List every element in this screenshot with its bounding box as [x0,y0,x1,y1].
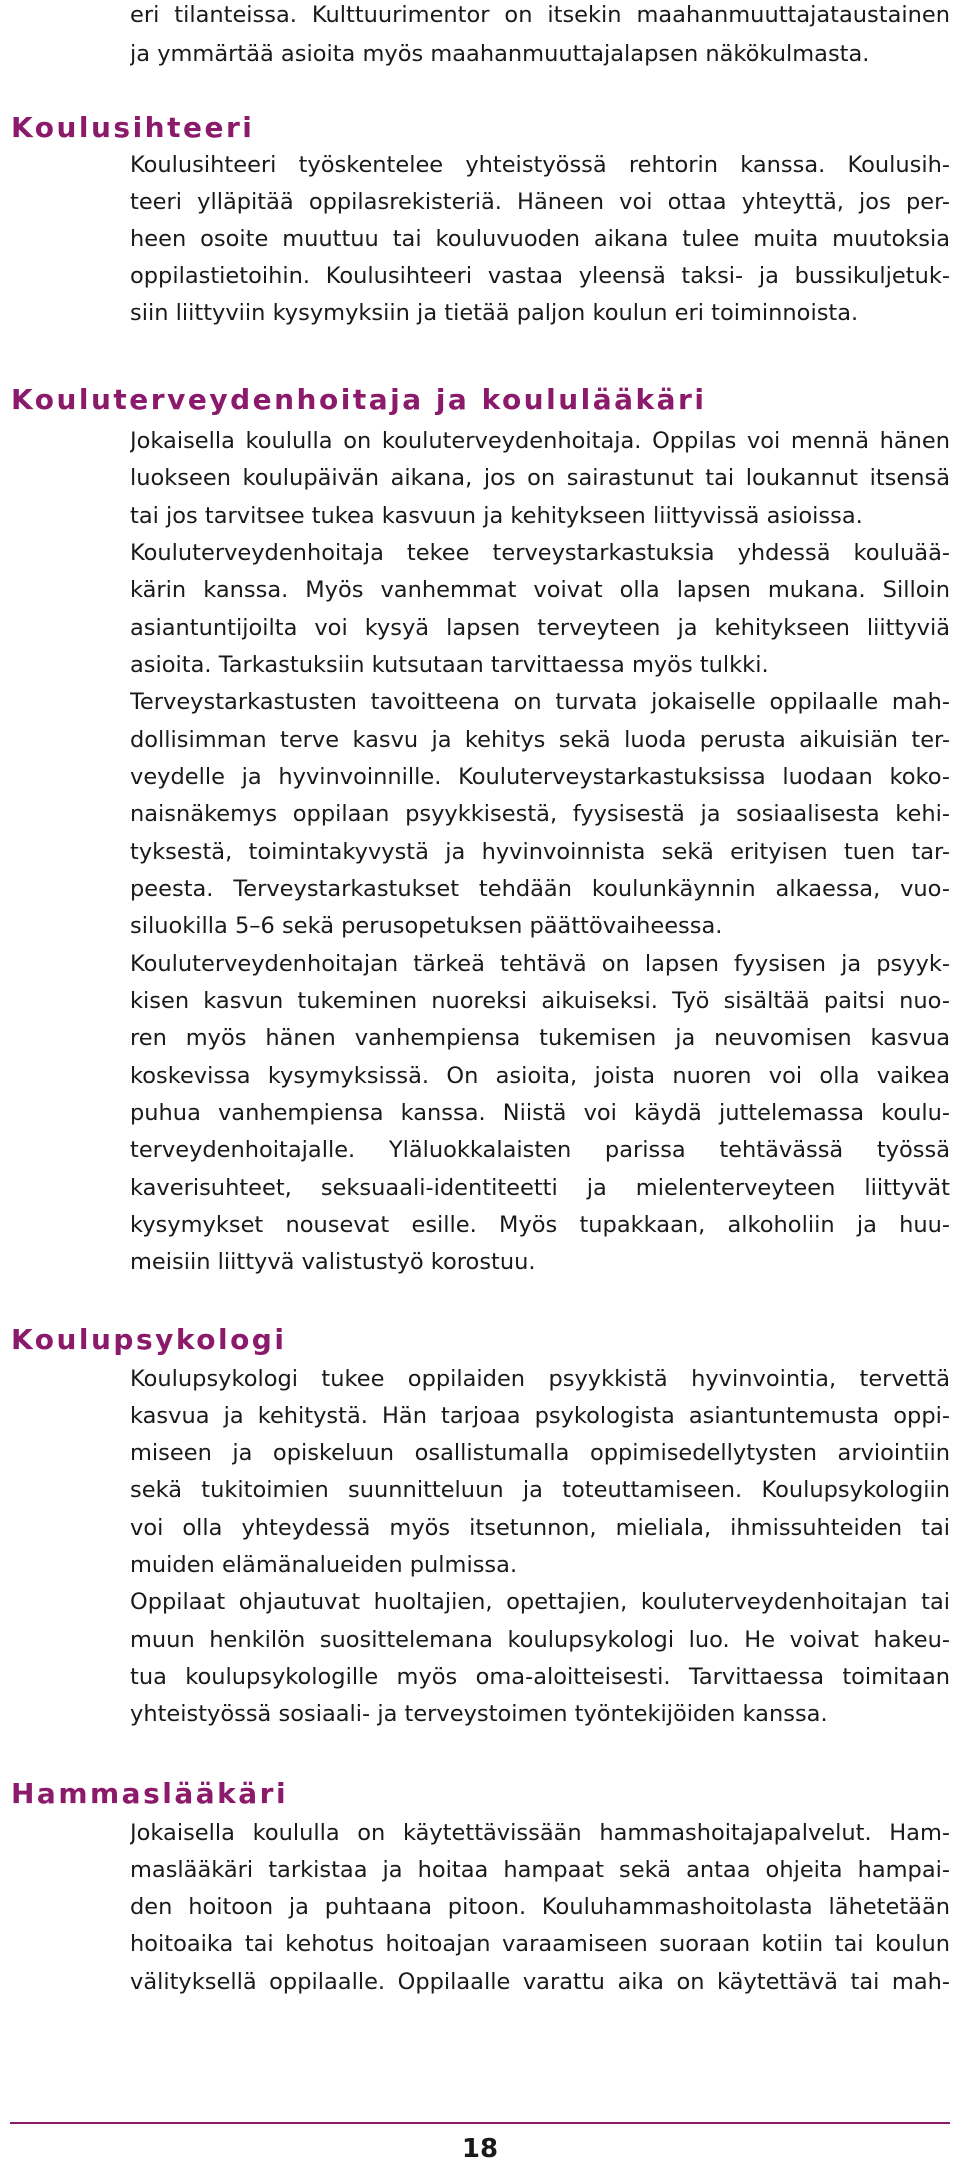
body-text-line: dollisimman terve kasvu ja kehitys sekä luoda perusta aikuisiän ter- [130,727,950,753]
body-text-line: voi olla yhteydessä myös itsetunnon, mieliala, ihmissuhteiden tai [130,1515,950,1541]
section-heading-kouluterveydenhoitaja: Kouluterveydenhoitaja ja koululääkäri [11,383,707,416]
body-text-line: asiantuntijoilta voi kysyä lapsen terveyteen ja kehitykseen liittyviä [130,615,950,641]
body-text-line: Jokaisella koululla on kouluterveydenhoitaja. Oppilas voi mennä hänen [130,428,950,454]
body-text-line: kysymykset nousevat esille. Myös tupakkaan, alkoholiin ja huu- [130,1212,950,1238]
body-text-line: Kouluterveydenhoitajan tärkeä tehtävä on lapsen fyysisen ja psyyk- [130,951,950,977]
body-text-line: koskevissa kysymyksissä. On asioita, joista nuoren voi olla vaikea [130,1063,950,1089]
footer-rule [10,2122,950,2124]
body-text-line: tyksestä, toimintakyvystä ja hyvinvoinnista sekä erityisen tuen tar- [130,839,950,865]
body-text-line: eri tilanteissa. Kulttuurimentor on itsekin maahanmuuttajataustainen [130,2,950,28]
page-number: 18 [461,2134,499,2164]
body-text-line: miseen ja opiskeluun osallistumalla oppimisedellytysten arviointiin [130,1440,950,1466]
body-text-line: sekä tukitoimien suunnitteluun ja toteuttamiseen. Koulupsykologiin [130,1477,950,1503]
body-text-line: maslääkäri tarkistaa ja hoitaa hampaat sekä antaa ohjeita hampai- [130,1857,950,1883]
body-text-line: yhteistyössä sosiaali- ja terveystoimen työntekijöiden kanssa. [130,1701,828,1727]
body-text-line: Terveystarkastusten tavoitteena on turvata jokaiselle oppilaalle mah- [130,689,950,715]
body-text-line: puhua vanhempiensa kanssa. Niistä voi käydä juttelemassa koulu- [130,1100,950,1126]
body-text-line: ren myös hänen vanhempiensa tukemisen ja neuvomisen kasvua [130,1025,950,1051]
body-text-line: meisiin liittyvä valistustyö korostuu. [130,1249,536,1275]
body-text-line: heen osoite muuttuu tai kouluvuoden aikana tulee muita muutoksia [130,226,950,252]
body-text-line: kaverisuhteet, seksuaali-identiteetti ja mielenterveyteen liittyvät [130,1175,950,1201]
section-heading-hammaslaakari: Hammaslääkäri [11,1777,289,1810]
body-text-line: kasvua ja kehitystä. Hän tarjoaa psykologista asiantuntemusta oppi- [130,1403,950,1429]
body-text-line: veydelle ja hyvinvoinnille. Kouluterveystarkastuksissa luodaan koko- [130,764,950,790]
body-text-line: Jokaisella koululla on käytettävissään hammashoitajapalvelut. Ham- [130,1820,950,1846]
body-text-line: oppilastietoihin. Koulusihteeri vastaa yleensä taksi- ja bussikuljetuk- [130,263,950,289]
body-text-line: Koulusihteeri työskentelee yhteistyössä rehtorin kanssa. Koulusih- [130,152,950,178]
body-text-line: terveydenhoitajalle. Yläluokkalaisten parissa tehtävässä työssä [130,1137,950,1163]
body-text-line: kärin kanssa. Myös vanhemmat voivat olla lapsen mukana. Silloin [130,577,950,603]
body-text-line: peesta. Terveystarkastukset tehdään koulunkäynnin alkaessa, vuo- [130,876,950,902]
body-text-line: muun henkilön suosittelemana koulupsykologi luo. He voivat hakeu- [130,1627,950,1653]
body-text-line: tua koulupsykologille myös oma-aloitteisesti. Tarvittaessa toimitaan [130,1664,950,1690]
body-text-line: luokseen koulupäivän aikana, jos on sairastunut tai loukannut itsensä [130,465,950,491]
body-text-line: muiden elämänalueiden pulmissa. [130,1552,518,1578]
body-text-line: asioita. Tarkastuksiin kutsutaan tarvittaessa myös tulkki. [130,652,769,678]
body-text-line: Oppilaat ohjautuvat huoltajien, opettajien, kouluterveydenhoitajan tai [130,1589,950,1615]
section-heading-koulupsykologi: Koulupsykologi [11,1323,287,1356]
body-text-line: välityksellä oppilaalle. Oppilaalle varattu aika on käytettävä tai mah- [130,1969,950,1995]
body-text-line: tai jos tarvitsee tukea kasvuun ja kehitykseen liittyvissä asioissa. [130,503,863,529]
body-text-line: Koulupsykologi tukee oppilaiden psyykkistä hyvinvointia, tervettä [130,1366,950,1392]
body-text-line: kisen kasvun tukeminen nuoreksi aikuiseksi. Työ sisältää paitsi nuo- [130,988,950,1014]
body-text-line: teeri ylläpitää oppilasrekisteriä. Häneen voi ottaa yhteyttä, jos per- [130,189,950,215]
body-text-line: naisnäkemys oppilaan psyykkisestä, fyysisestä ja sosiaalisesta kehi- [130,801,950,827]
body-text-line: hoitoaika tai kehotus hoitoajan varaamiseen suoraan kotiin tai koulun [130,1931,950,1957]
body-text-line: den hoitoon ja puhtaana pitoon. Kouluhammashoitolasta lähetetään [130,1894,950,1920]
body-text-line: siluokilla 5–6 sekä perusopetuksen päättövaiheessa. [130,913,723,939]
body-text-line: siin liittyviin kysymyksiin ja tietää paljon koulun eri toiminnoista. [130,300,859,326]
body-text-line: Kouluterveydenhoitaja tekee terveystarkastuksia yhdessä kouluää- [130,540,950,566]
body-text-line: ja ymmärtää asioita myös maahanmuuttajalapsen näkökulmasta. [130,41,870,67]
section-heading-koulusihteeri: Koulusihteeri [11,111,255,144]
